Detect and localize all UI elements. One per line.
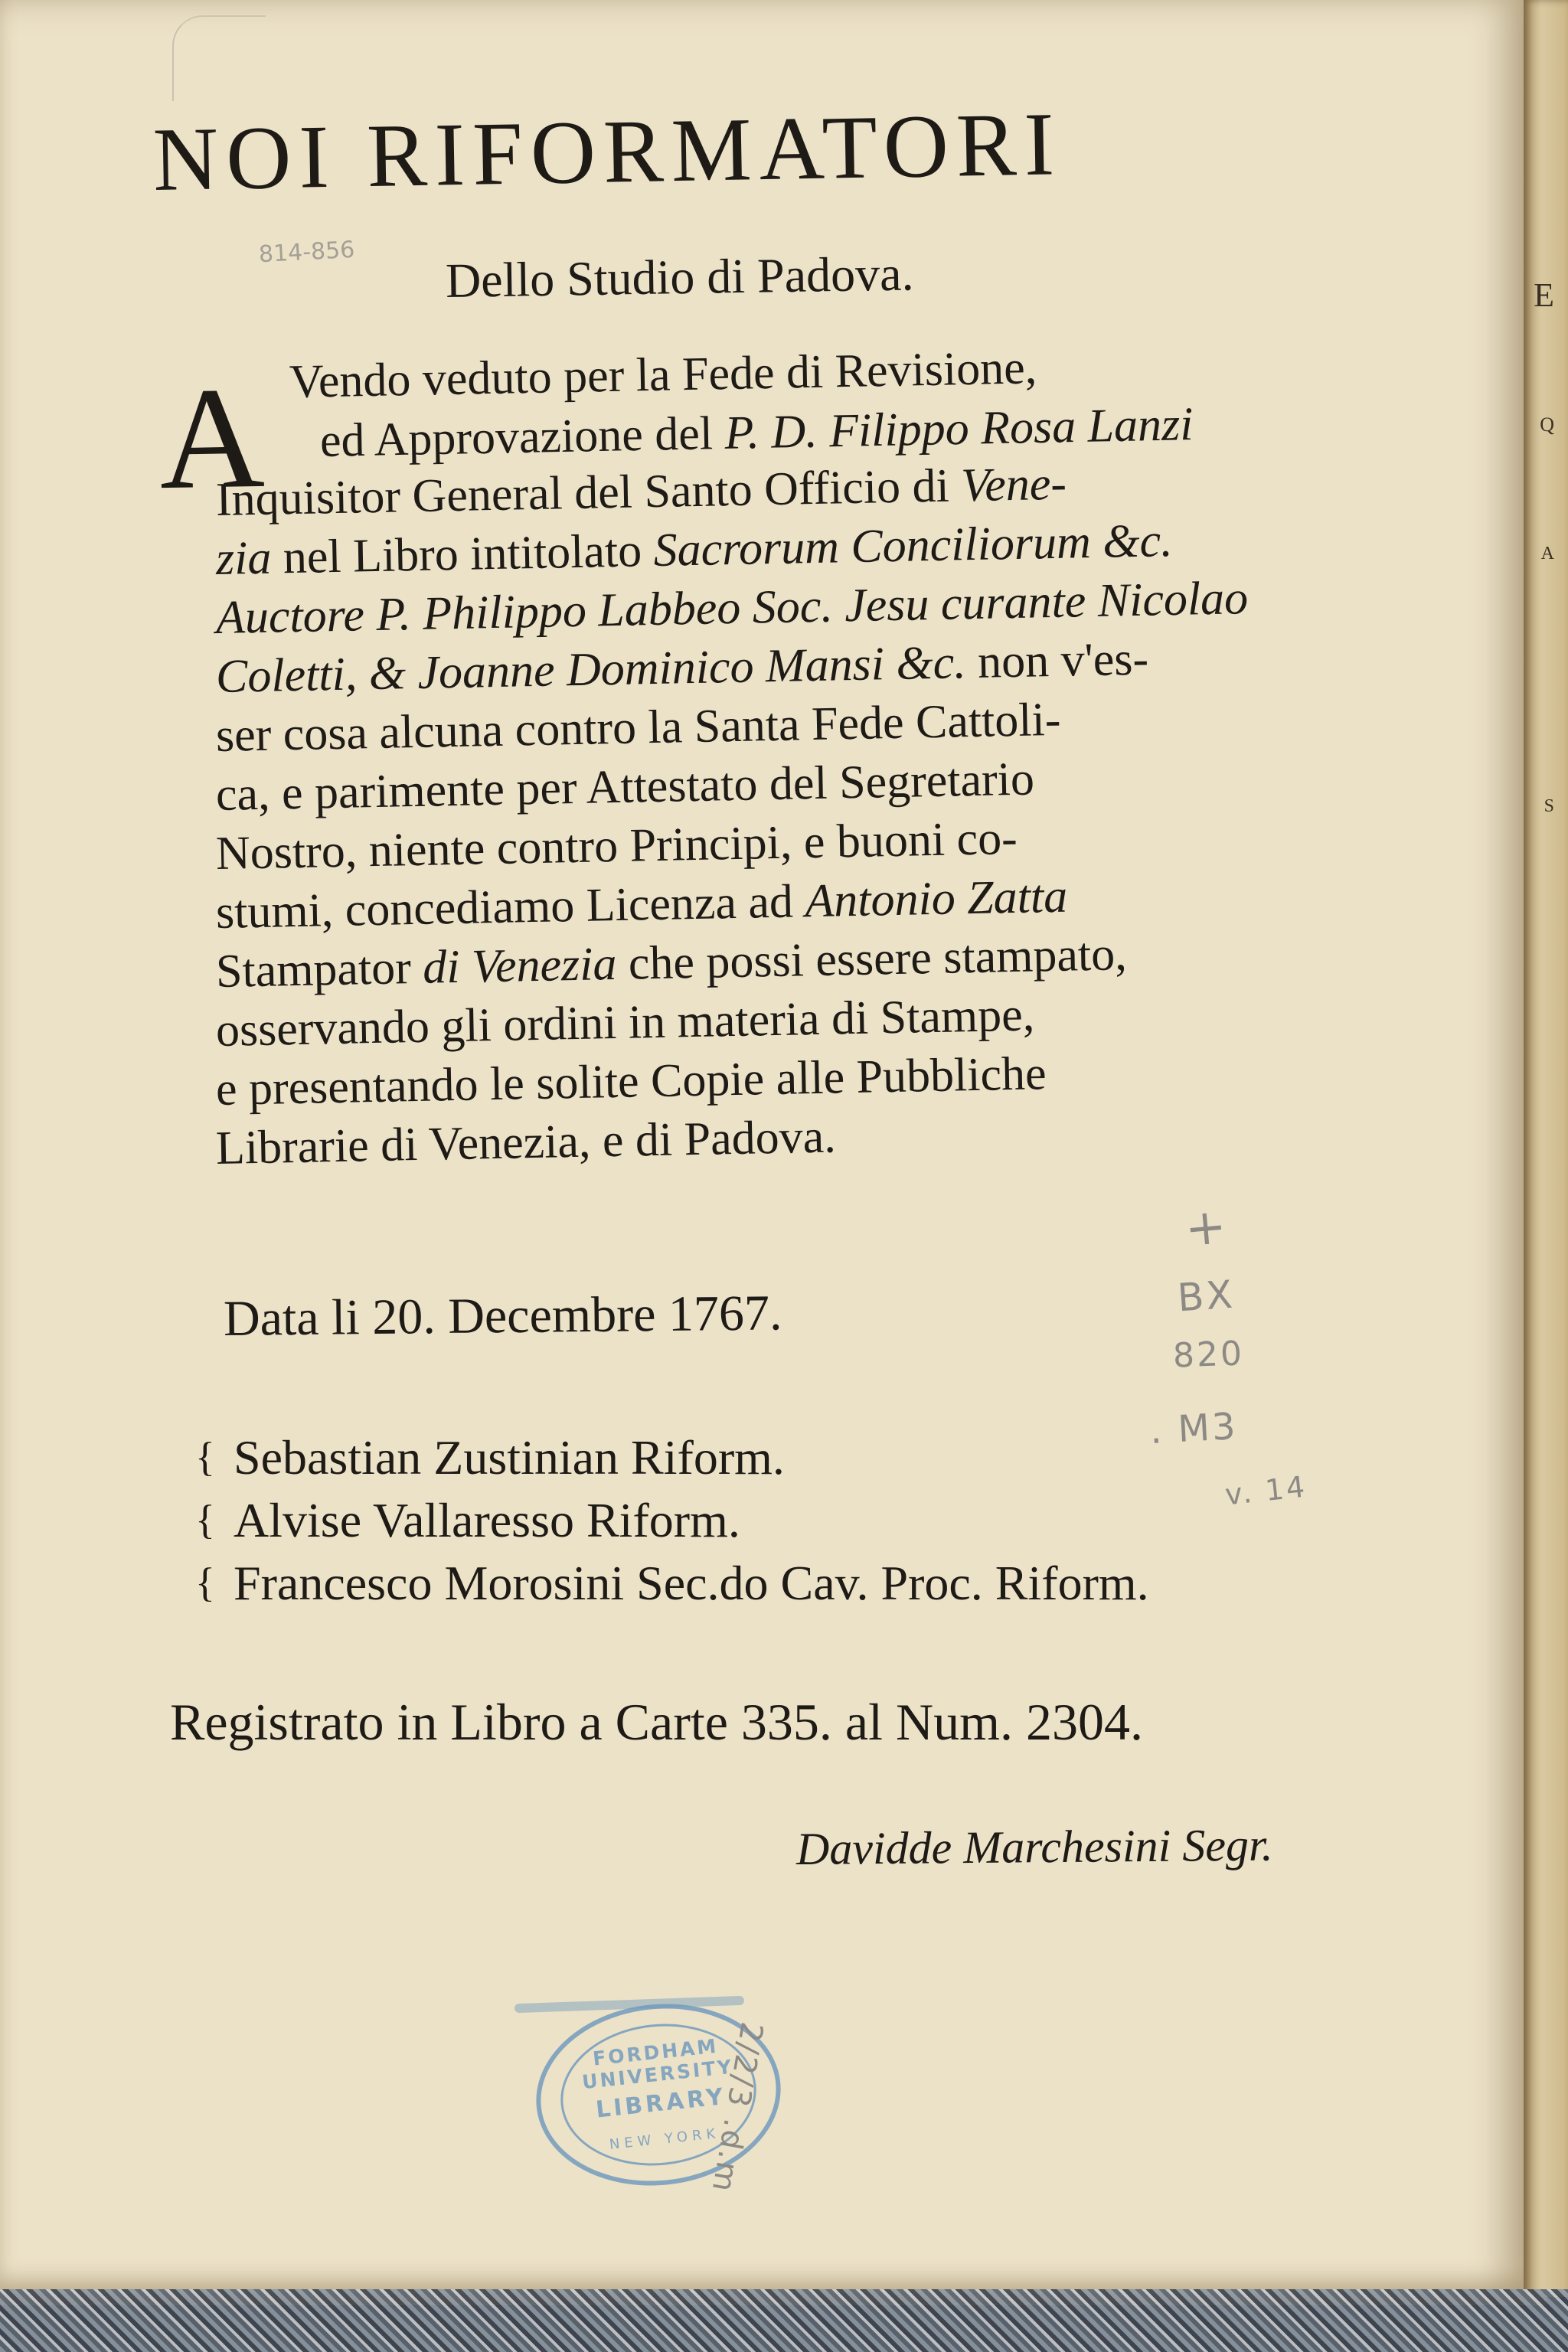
registry-line: Registrato in Libro a Carte 335. al Num. 2304. [170, 1693, 1143, 1751]
background-carpet [0, 2289, 1568, 2352]
call-number-line: . M3 [1148, 1405, 1239, 1452]
roman-segment: Vendo veduto per la Fede di Revisione, [289, 341, 1037, 408]
roman-segment: stumi, concediamo Licenza ad [215, 875, 806, 939]
stamp-center-text: LIBRARY [594, 2082, 727, 2124]
signatory-name: Alvise Vallaresso Riform. [234, 1493, 740, 1547]
page-subheading: Dello Studio di Padova. [445, 246, 915, 308]
signatory-name: Francesco Morosini Sec.do Cav. Proc. Riform. [234, 1556, 1149, 1610]
italic-segment: di Venezia [422, 937, 618, 994]
next-page-edge [1524, 0, 1568, 2297]
stamp-bottom-text: NEW YORK [608, 2125, 721, 2153]
roman-segment: che possi essere stampato, [616, 928, 1128, 990]
brace-mark: { [195, 1497, 215, 1543]
italic-segment: Coletti, & Joanne Dominico Mansi &c. [215, 636, 967, 703]
roman-segment: Librarie di Venezia, e di Padova. [215, 1110, 837, 1174]
date-line: Data li 20. Decembre 1767. [223, 1285, 782, 1347]
italic-segment: Sacrorum Conciliorum &c. [652, 514, 1174, 577]
margin-letter: Q [1540, 413, 1554, 436]
pencil-side-note: 2/2/3 .d.m [704, 2019, 769, 2196]
italic-segment: Vene- [960, 457, 1067, 512]
body-line [215, 689, 1426, 760]
body-line [215, 1043, 1426, 1116]
italic-segment: Auctore P. Philippo Labbeo Soc. Jesu curante Nicolao [215, 572, 1249, 644]
body-line [215, 866, 1426, 939]
drop-capital: A [158, 357, 266, 521]
secretary-signature: Davidde Marchesini Segr. [795, 1819, 1273, 1874]
body-line [215, 630, 1426, 701]
roman-segment: e presentando le solite Copie alle Pubbliche [215, 1047, 1047, 1116]
page-heading: NOI RIFORMATORI [152, 93, 1063, 210]
italic-segment: Antonio Zatta [804, 870, 1068, 928]
roman-segment: ser cosa alcuna contro la Santa Fede Cattoli- [215, 693, 1062, 762]
call-number-line: BX [1176, 1272, 1236, 1321]
signatory-row [195, 1493, 740, 1547]
italic-segment: P. D. Filippo Rosa Lanzi [724, 398, 1194, 459]
signatory-row [195, 1556, 1149, 1610]
signatory-row [195, 1430, 785, 1485]
pencil-page-range-note: 814-856 [258, 236, 356, 269]
signatory-name: Sebastian Zustinian Riform. [234, 1430, 785, 1485]
roman-segment: non v'es- [965, 632, 1149, 689]
brace-mark: { [195, 1560, 215, 1606]
roman-segment: Nostro, niente contro Principi, e buoni co- [215, 812, 1018, 880]
roman-segment: nel Libro intitolato [270, 524, 655, 584]
body-line [215, 984, 1426, 1057]
pencil-cross-mark: + [1182, 1197, 1229, 1259]
margin-letter: E [1534, 276, 1554, 314]
body-line [215, 1102, 1426, 1172]
pencil-scribble-mark [172, 15, 266, 101]
roman-segment: osservando gli ordini in materia di Stampe, [215, 988, 1035, 1057]
margin-letter: A [1540, 544, 1554, 564]
body-line [215, 925, 1426, 998]
body-line [215, 807, 1426, 880]
stamp-arc-text: FORDHAM UNIVERSITY [580, 2034, 735, 2094]
margin-letter: S [1544, 796, 1554, 816]
body-line [215, 748, 1426, 821]
call-number-line: 820 [1172, 1334, 1245, 1376]
call-number-line: v. 14 [1223, 1469, 1309, 1512]
brace-mark: { [195, 1434, 215, 1480]
body-line [289, 335, 1499, 406]
body-line [215, 571, 1426, 642]
roman-segment: Stampator [215, 941, 423, 998]
roman-segment: ca, e parimente per Attestato del Segretario [215, 753, 1035, 821]
roman-segment: Inquisitor General del Santo Officio di [215, 459, 962, 526]
roman-segment: ed Approvazione del [319, 407, 726, 467]
italic-segment: zia [215, 531, 272, 585]
